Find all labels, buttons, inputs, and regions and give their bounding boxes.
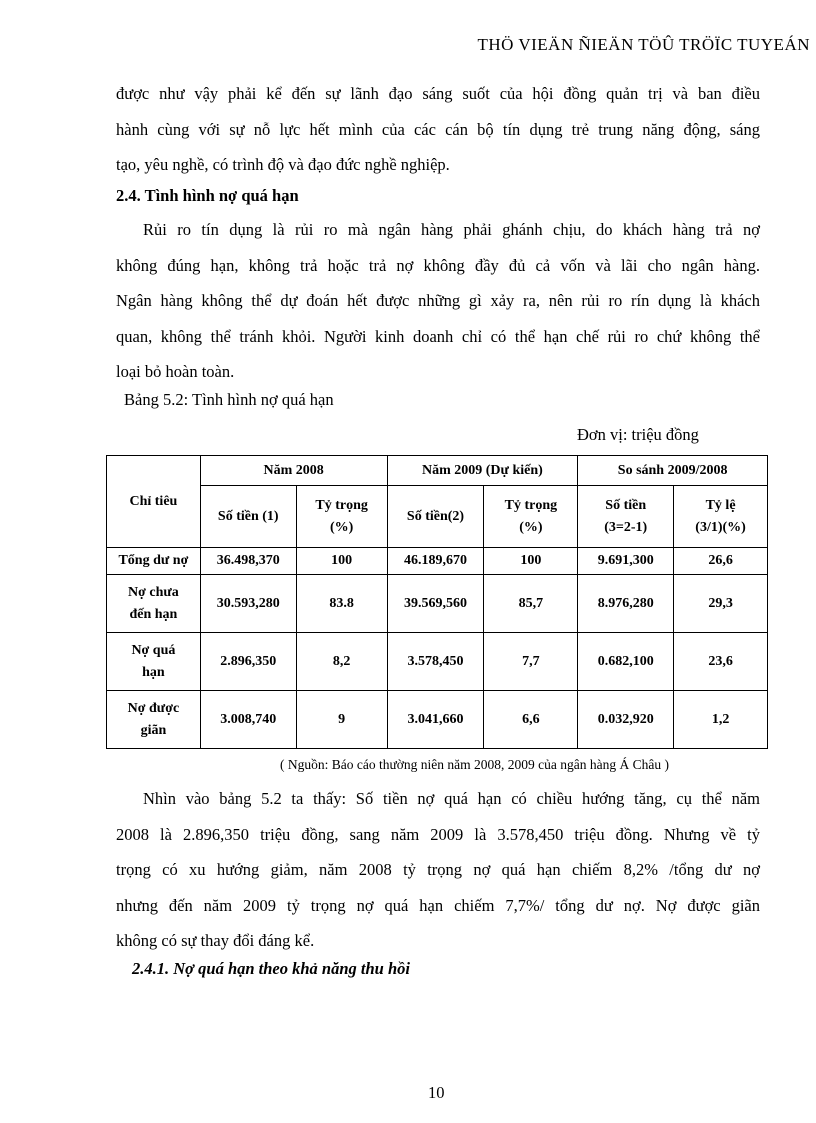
table-cell: 30.593,280: [200, 575, 296, 633]
paragraph-continuation: [116, 76, 760, 183]
group-header-2009: Năm 2009 (Dự kiến): [387, 456, 578, 486]
text-line: nhưng đến năm 2009 tỷ trọng nợ quá hạn chiếm 7,7%/ tổng dư nợ. Nợ được giãn: [116, 895, 760, 915]
row-label: Nợ chưa đến hạn: [107, 575, 201, 633]
table-cell: 26,6: [674, 548, 768, 575]
table-cell: 39.569,560: [387, 575, 484, 633]
subheader-cell: Tỷ lệ (3/1)(%): [674, 486, 768, 548]
text-line: được như vậy phải kể đến sự lãnh đạo sáng suốt của hội đồng quản trị và ban điều: [116, 84, 760, 103]
table-cell: 6,6: [484, 691, 578, 749]
table-header-row: [107, 456, 768, 486]
table-row: [107, 691, 768, 749]
table-cell: 8.976,280: [578, 575, 674, 633]
table-cell: 46.189,670: [387, 548, 484, 575]
subheader-cell: Số tiền(2): [387, 486, 484, 548]
table-cell: 100: [484, 548, 578, 575]
table-cell: 2.896,350: [200, 633, 296, 691]
text-line: 2008 là 2.896,350 triệu đồng, sang năm 2009 là 3.578,450 triệu đồng. Nhưng về tỷ: [116, 824, 760, 844]
text-line: trọng có xu hướng giảm, năm 2008 tỷ trọng nợ quá hạn chiếm 8,2% /tổng dư nợ: [116, 860, 760, 879]
paragraph-credit-risk: [116, 212, 760, 390]
table-cell: 3.578,450: [387, 633, 484, 691]
table-cell: 29,3: [674, 575, 768, 633]
text-line: không đúng hạn, không trả hoặc trả nợ không đầy đủ cả vốn và lãi cho ngân hàng.: [116, 255, 760, 275]
overdue-debt-table: [106, 455, 768, 749]
row-label: Nợ được giãn: [107, 691, 201, 749]
table-cell: 9.691,300: [578, 548, 674, 575]
table-cell: 3.008,740: [200, 691, 296, 749]
table-cell: 36.498,370: [200, 548, 296, 575]
table-cell: 8,2: [296, 633, 387, 691]
table-cell: 100: [296, 548, 387, 575]
text-line: Rủi ro tín dụng là rủi ro mà ngân hàng phải ghánh chịu, do khách hàng trả nợ: [143, 220, 760, 239]
table-row: [107, 548, 768, 575]
site-header-title: THÖ VIEÄN ÑIEÄN TÖÛ TRÖÏC TUYEÁN: [477, 35, 810, 54]
table-cell: 23,6: [674, 633, 768, 691]
table-subheader-row: [107, 486, 768, 548]
table-caption: Bảng 5.2: Tình hình nợ quá hạn: [124, 390, 334, 409]
text-line: Nhìn vào bảng 5.2 ta thấy: Số tiền nợ quá hạn có chiều hướng tăng, cụ thể năm: [143, 789, 760, 808]
table-cell: 1,2: [674, 691, 768, 749]
text-line: không có sự thay đổi đáng kể.: [116, 931, 315, 950]
page-number: 10: [428, 1083, 445, 1102]
table-cell: 83.8: [296, 575, 387, 633]
subheader-cell: Tỷ trọng (%): [296, 486, 387, 548]
row-label: Tổng dư nợ: [107, 548, 201, 575]
text-line: tạo, yêu nghề, có trình độ và đạo đức nghề nghiệp.: [116, 155, 450, 174]
table-row: [107, 575, 768, 633]
table-row: [107, 633, 768, 691]
subheader-cell: Tỷ trọng (%): [484, 486, 578, 548]
text-line: quan, không thể tránh khỏi. Người kinh doanh chỉ có thể hạn chế rủi ro chứ không thể: [116, 326, 760, 346]
section-heading: 2.4. Tình hình nợ quá hạn: [116, 186, 299, 205]
table-cell: 0.682,100: [578, 633, 674, 691]
text-line: hành cùng với sự nỗ lực hết mình của các cán bộ tín dụng trẻ trung năng động, sáng: [116, 119, 760, 139]
paragraph-analysis: [116, 781, 760, 959]
table-cell: 3.041,660: [387, 691, 484, 749]
table-cell: 7,7: [484, 633, 578, 691]
group-header-compare: So sánh 2009/2008: [578, 456, 768, 486]
unit-label: Đơn vị: triệu đồng: [577, 425, 699, 444]
subheader-cell: Số tiền (3=2-1): [578, 486, 674, 548]
group-header-2008: Năm 2008: [200, 456, 387, 486]
subsection-heading: 2.4.1. Nợ quá hạn theo khả năng thu hồi: [132, 959, 410, 978]
table-cell: 0.032,920: [578, 691, 674, 749]
table-source-note: ( Nguồn: Báo cáo thường niên năm 2008, 2009 của ngân hàng Á Châu ): [280, 757, 670, 772]
row-header-cell: Chỉ tiêu: [107, 456, 201, 548]
row-label: Nợ quá hạn: [107, 633, 201, 691]
text-line: Ngân hàng không thể dự đoán hết được những gì xảy ra, nên rủi ro rín dụng là khách: [116, 291, 760, 310]
table-cell: 85,7: [484, 575, 578, 633]
subheader-cell: Số tiền (1): [200, 486, 296, 548]
text-line: loại bỏ hoàn toàn.: [116, 362, 235, 381]
table-cell: 9: [296, 691, 387, 749]
